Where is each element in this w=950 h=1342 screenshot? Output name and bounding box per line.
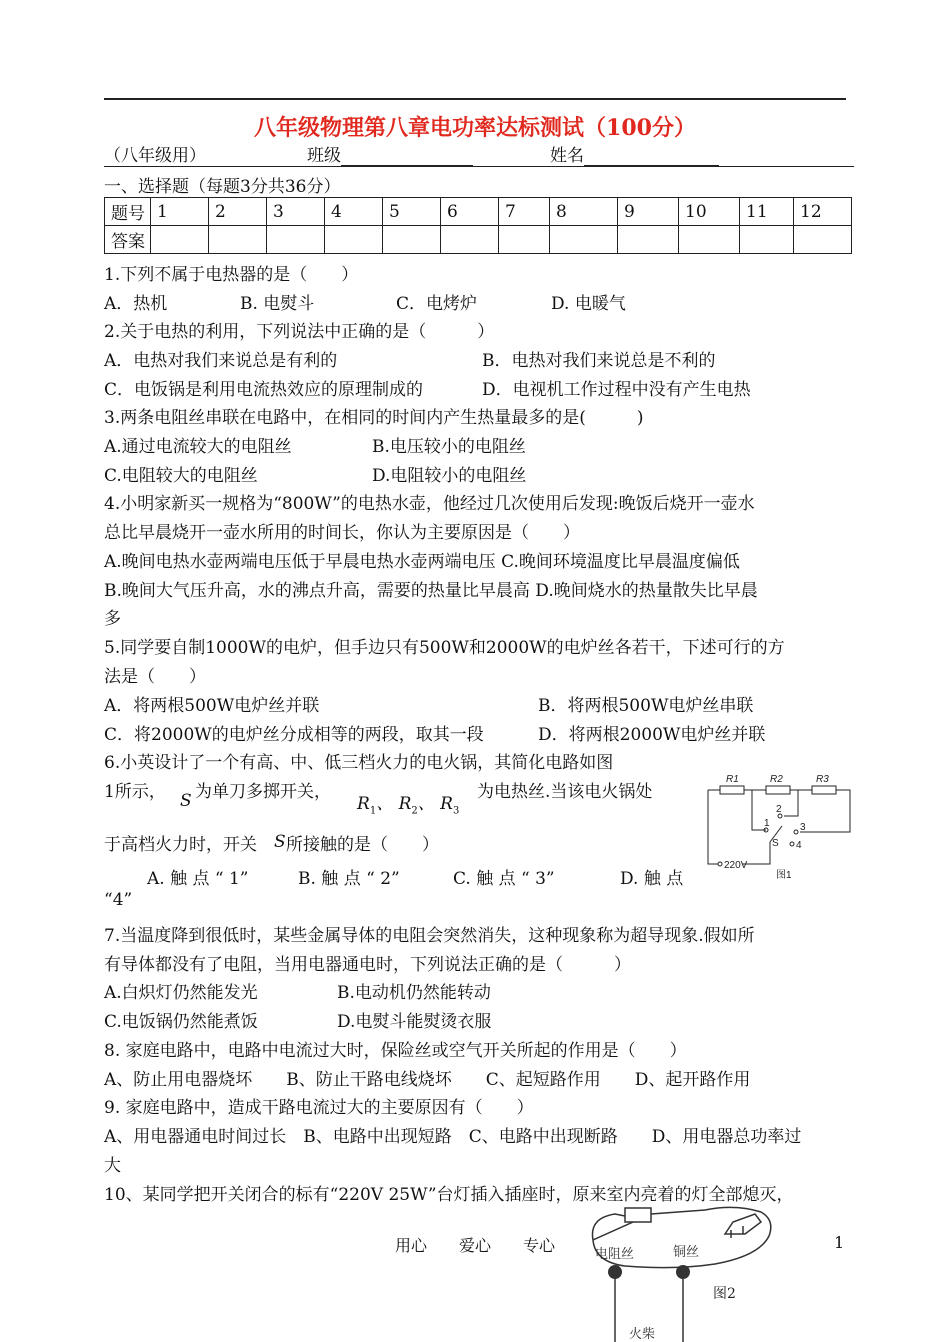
question-6-line2c: 为电热丝.当该电火锅处 bbox=[477, 782, 653, 802]
q5-option-a: A．将两根500W电炉丝并联 bbox=[104, 696, 320, 716]
resistor-r1 bbox=[720, 786, 744, 794]
question-1: 1.下列不属于电热器的是（ ） bbox=[104, 265, 359, 285]
question-number: 3 bbox=[267, 198, 325, 226]
question-6-line3a: 于高档火力时，开关 bbox=[104, 835, 257, 855]
answer-cell[interactable] bbox=[209, 226, 267, 254]
grade-label: （八年级用） bbox=[104, 146, 206, 166]
name-field[interactable] bbox=[550, 141, 719, 166]
answer-cell[interactable] bbox=[151, 226, 209, 254]
wire-label-resistance: 电阻丝 bbox=[595, 1247, 635, 1262]
table-row bbox=[105, 226, 852, 254]
question-number: 5 bbox=[383, 198, 441, 226]
question-7-line2: 有导体都没有了电阻，当用电器通电时，下列说法正确的是（ ） bbox=[104, 955, 631, 975]
question-number: 12 bbox=[794, 198, 852, 226]
voltage-label: 220V bbox=[724, 860, 748, 871]
match-label: 火柴 bbox=[629, 1327, 656, 1342]
question-number: 6 bbox=[441, 198, 499, 226]
contact-3: 3 bbox=[800, 822, 806, 833]
question-number: 9 bbox=[618, 198, 679, 226]
question-2: 2.关于电热的利用，下列说法中正确的是（ ） bbox=[104, 322, 495, 342]
question-8: 8. 家庭电路中，电路中电流过大时，保险丝或空气开关所起的作用是（ ） bbox=[104, 1041, 687, 1061]
terminal-left bbox=[608, 1265, 622, 1279]
question-number: 4 bbox=[325, 198, 383, 226]
q7-option-a: A.白炽灯仍然能发光 bbox=[104, 983, 258, 1003]
wire-label-copper: 铜丝 bbox=[673, 1245, 700, 1260]
contact-1: 1 bbox=[764, 818, 770, 829]
q3-option-d: D.电阻较小的电阻丝 bbox=[372, 466, 527, 486]
terminal-right bbox=[676, 1265, 690, 1279]
q1-option-d: D. 电暖气 bbox=[551, 294, 626, 314]
question-9-options-cont: 大 bbox=[104, 1156, 121, 1176]
question-6-line1: 6.小英设计了一个有高、中、低三档火力的电火锅，其简化电路如图 bbox=[104, 753, 614, 773]
q5-option-b: B．将两根500W电炉丝串联 bbox=[538, 696, 754, 716]
q2-option-c: C．电饭锅是利用电流热效应的原理制成的 bbox=[104, 380, 424, 400]
r1-label: R1 bbox=[726, 774, 739, 785]
question-3: 3.两条电阻丝串联在电路中，在相同的时间内产生热量最多的是( ) bbox=[104, 408, 644, 428]
q1-option-b: B. 电熨斗 bbox=[240, 294, 315, 314]
q5-option-d: D．将两根2000W电炉丝并联 bbox=[538, 725, 766, 745]
switch-symbol: S bbox=[274, 832, 286, 852]
name-label: 姓名 bbox=[550, 146, 584, 166]
q3-option-b: B.电压较小的电阻丝 bbox=[372, 437, 526, 457]
figure-1-circuit bbox=[700, 768, 852, 880]
question-6-line3b: 所接触的是（ ） bbox=[286, 835, 439, 855]
q3-option-a: A.通过电流较大的电阻丝 bbox=[104, 437, 292, 457]
q6-option-d: D. 触 点 bbox=[620, 869, 684, 889]
question-4-line4: B.晚间大气压升高，水的沸点升高，需要的热量比早晨高 D.晚间烧水的热量散失比早晨 bbox=[104, 581, 758, 601]
row-label: 答案 bbox=[105, 226, 151, 254]
question-8-options: A、防止用电器烧坏 B、防止干路电线烧坏 C、起短路作用 D、起开路作用 bbox=[104, 1070, 751, 1090]
q7-option-b: B.电动机仍然能转动 bbox=[337, 983, 491, 1003]
question-number: 2 bbox=[209, 198, 267, 226]
answer-cell[interactable] bbox=[794, 226, 852, 254]
answer-cell[interactable] bbox=[499, 226, 550, 254]
question-number: 11 bbox=[740, 198, 794, 226]
class-label: 班级 bbox=[307, 146, 341, 166]
row-label: 题号 bbox=[105, 198, 151, 226]
question-6-line2b: 为单刀多掷开关， bbox=[195, 782, 331, 802]
contact-2: 2 bbox=[776, 804, 782, 815]
q1-option-c: C．电烤炉 bbox=[396, 294, 478, 314]
q6-option-b: B. 触 点 “ 2” bbox=[298, 869, 400, 889]
question-4-line1: 4.小明家新买一规格为“800W”的电热水壶，他经过几次使用后发现:晚饭后烧开一壶水 bbox=[104, 494, 755, 514]
answer-cell[interactable] bbox=[441, 226, 499, 254]
answer-cell[interactable] bbox=[679, 226, 740, 254]
question-4-line3: A.晚间电热水壶两端电压低于早晨电热水壶两端电压 C.晚间环境温度比早晨温度偏低 bbox=[104, 552, 740, 572]
question-4-line2: 总比早晨烧开一壶水所用的时间长，你认为主要原因是（ ） bbox=[104, 523, 580, 543]
resistor-r2 bbox=[766, 786, 790, 794]
q5-option-c: C．将2000W的电炉丝分成相等的两段，取其一段 bbox=[104, 725, 484, 745]
question-9-options: A、用电器通电时间过长 B、电路中出现短路 C、电路中出现断路 D、用电器总功率过 bbox=[104, 1127, 802, 1147]
resistor-symbols: $R_1$、 $R_2$、 $R_3$ bbox=[357, 794, 460, 817]
answer-table bbox=[104, 197, 852, 254]
question-5-line2: 法是（ ） bbox=[104, 667, 206, 687]
question-10: 10、某同学把开关闭合的标有“220V 25W”台灯插入插座时，原来室内亮着的灯全部熄灭， bbox=[104, 1185, 794, 1205]
r3-label: R3 bbox=[816, 774, 829, 785]
q2-option-d: D．电视机工作过程中没有产生电热 bbox=[482, 380, 751, 400]
footer-motto: 用心 爱心 专心 bbox=[394, 1236, 555, 1255]
question-4-line5: 多 bbox=[104, 609, 121, 629]
q2-option-b: B．电热对我们来说总是不利的 bbox=[482, 351, 716, 371]
answer-cell[interactable] bbox=[325, 226, 383, 254]
r2-label: R2 bbox=[770, 774, 783, 785]
header-rule bbox=[104, 166, 854, 167]
answer-cell[interactable] bbox=[740, 226, 794, 254]
page-number: 1 bbox=[834, 1233, 845, 1252]
q2-option-a: A．电热对我们来说总是有利的 bbox=[104, 351, 338, 371]
answer-cell[interactable] bbox=[550, 226, 618, 254]
figure-2-caption: 图2 bbox=[713, 1286, 736, 1302]
section-heading: 一、选择题（每题3分共36分） bbox=[104, 177, 341, 197]
fuse-box bbox=[625, 1208, 651, 1222]
q6-option-a: A. 触 点 “ 1” bbox=[147, 869, 249, 889]
class-field[interactable] bbox=[307, 141, 473, 166]
q7-option-d: D.电熨斗能熨烫衣服 bbox=[337, 1012, 492, 1032]
resistor-r3 bbox=[812, 786, 836, 794]
class-blank[interactable] bbox=[341, 147, 473, 166]
q7-option-c: C.电饭锅仍然能煮饭 bbox=[104, 1012, 258, 1032]
q1-option-a: A．热机 bbox=[104, 294, 168, 314]
top-rule bbox=[104, 98, 846, 100]
q6-option-c: C. 触 点 “ 3” bbox=[453, 869, 555, 889]
page-title: 八年级物理第八章电功率达标测试（100分） bbox=[254, 115, 696, 141]
switch-label: S bbox=[772, 838, 779, 849]
contact-4: 4 bbox=[796, 840, 802, 851]
question-number: 8 bbox=[550, 198, 618, 226]
figure-2-sketch bbox=[585, 1200, 785, 1342]
question-number: 10 bbox=[679, 198, 740, 226]
answer-cell[interactable] bbox=[618, 226, 679, 254]
name-blank[interactable] bbox=[584, 147, 719, 166]
table-row bbox=[105, 198, 852, 226]
question-9: 9. 家庭电路中，造成干路电流过大的主要原因有（ ） bbox=[104, 1098, 534, 1118]
figure-1-caption: 图1 bbox=[776, 870, 792, 880]
question-number: 7 bbox=[499, 198, 550, 226]
question-5-line1: 5.同学要自制1000W的电炉，但手边只有500W和2000W的电炉丝各若干，下述可行的方 bbox=[104, 638, 785, 658]
switch-symbol: S bbox=[180, 791, 192, 811]
question-6-line2a: 1所示， bbox=[104, 782, 166, 802]
q3-option-c: C.电阻较大的电阻丝 bbox=[104, 466, 258, 486]
answer-cell[interactable] bbox=[383, 226, 441, 254]
question-7-line1: 7.当温度降到很低时，某些金属导体的电阻会突然消失，这种现象称为超导现象.假如所 bbox=[104, 926, 755, 946]
question-number: 1 bbox=[151, 198, 209, 226]
q6-option-d-cont: “4” bbox=[104, 890, 133, 910]
answer-cell[interactable] bbox=[267, 226, 325, 254]
